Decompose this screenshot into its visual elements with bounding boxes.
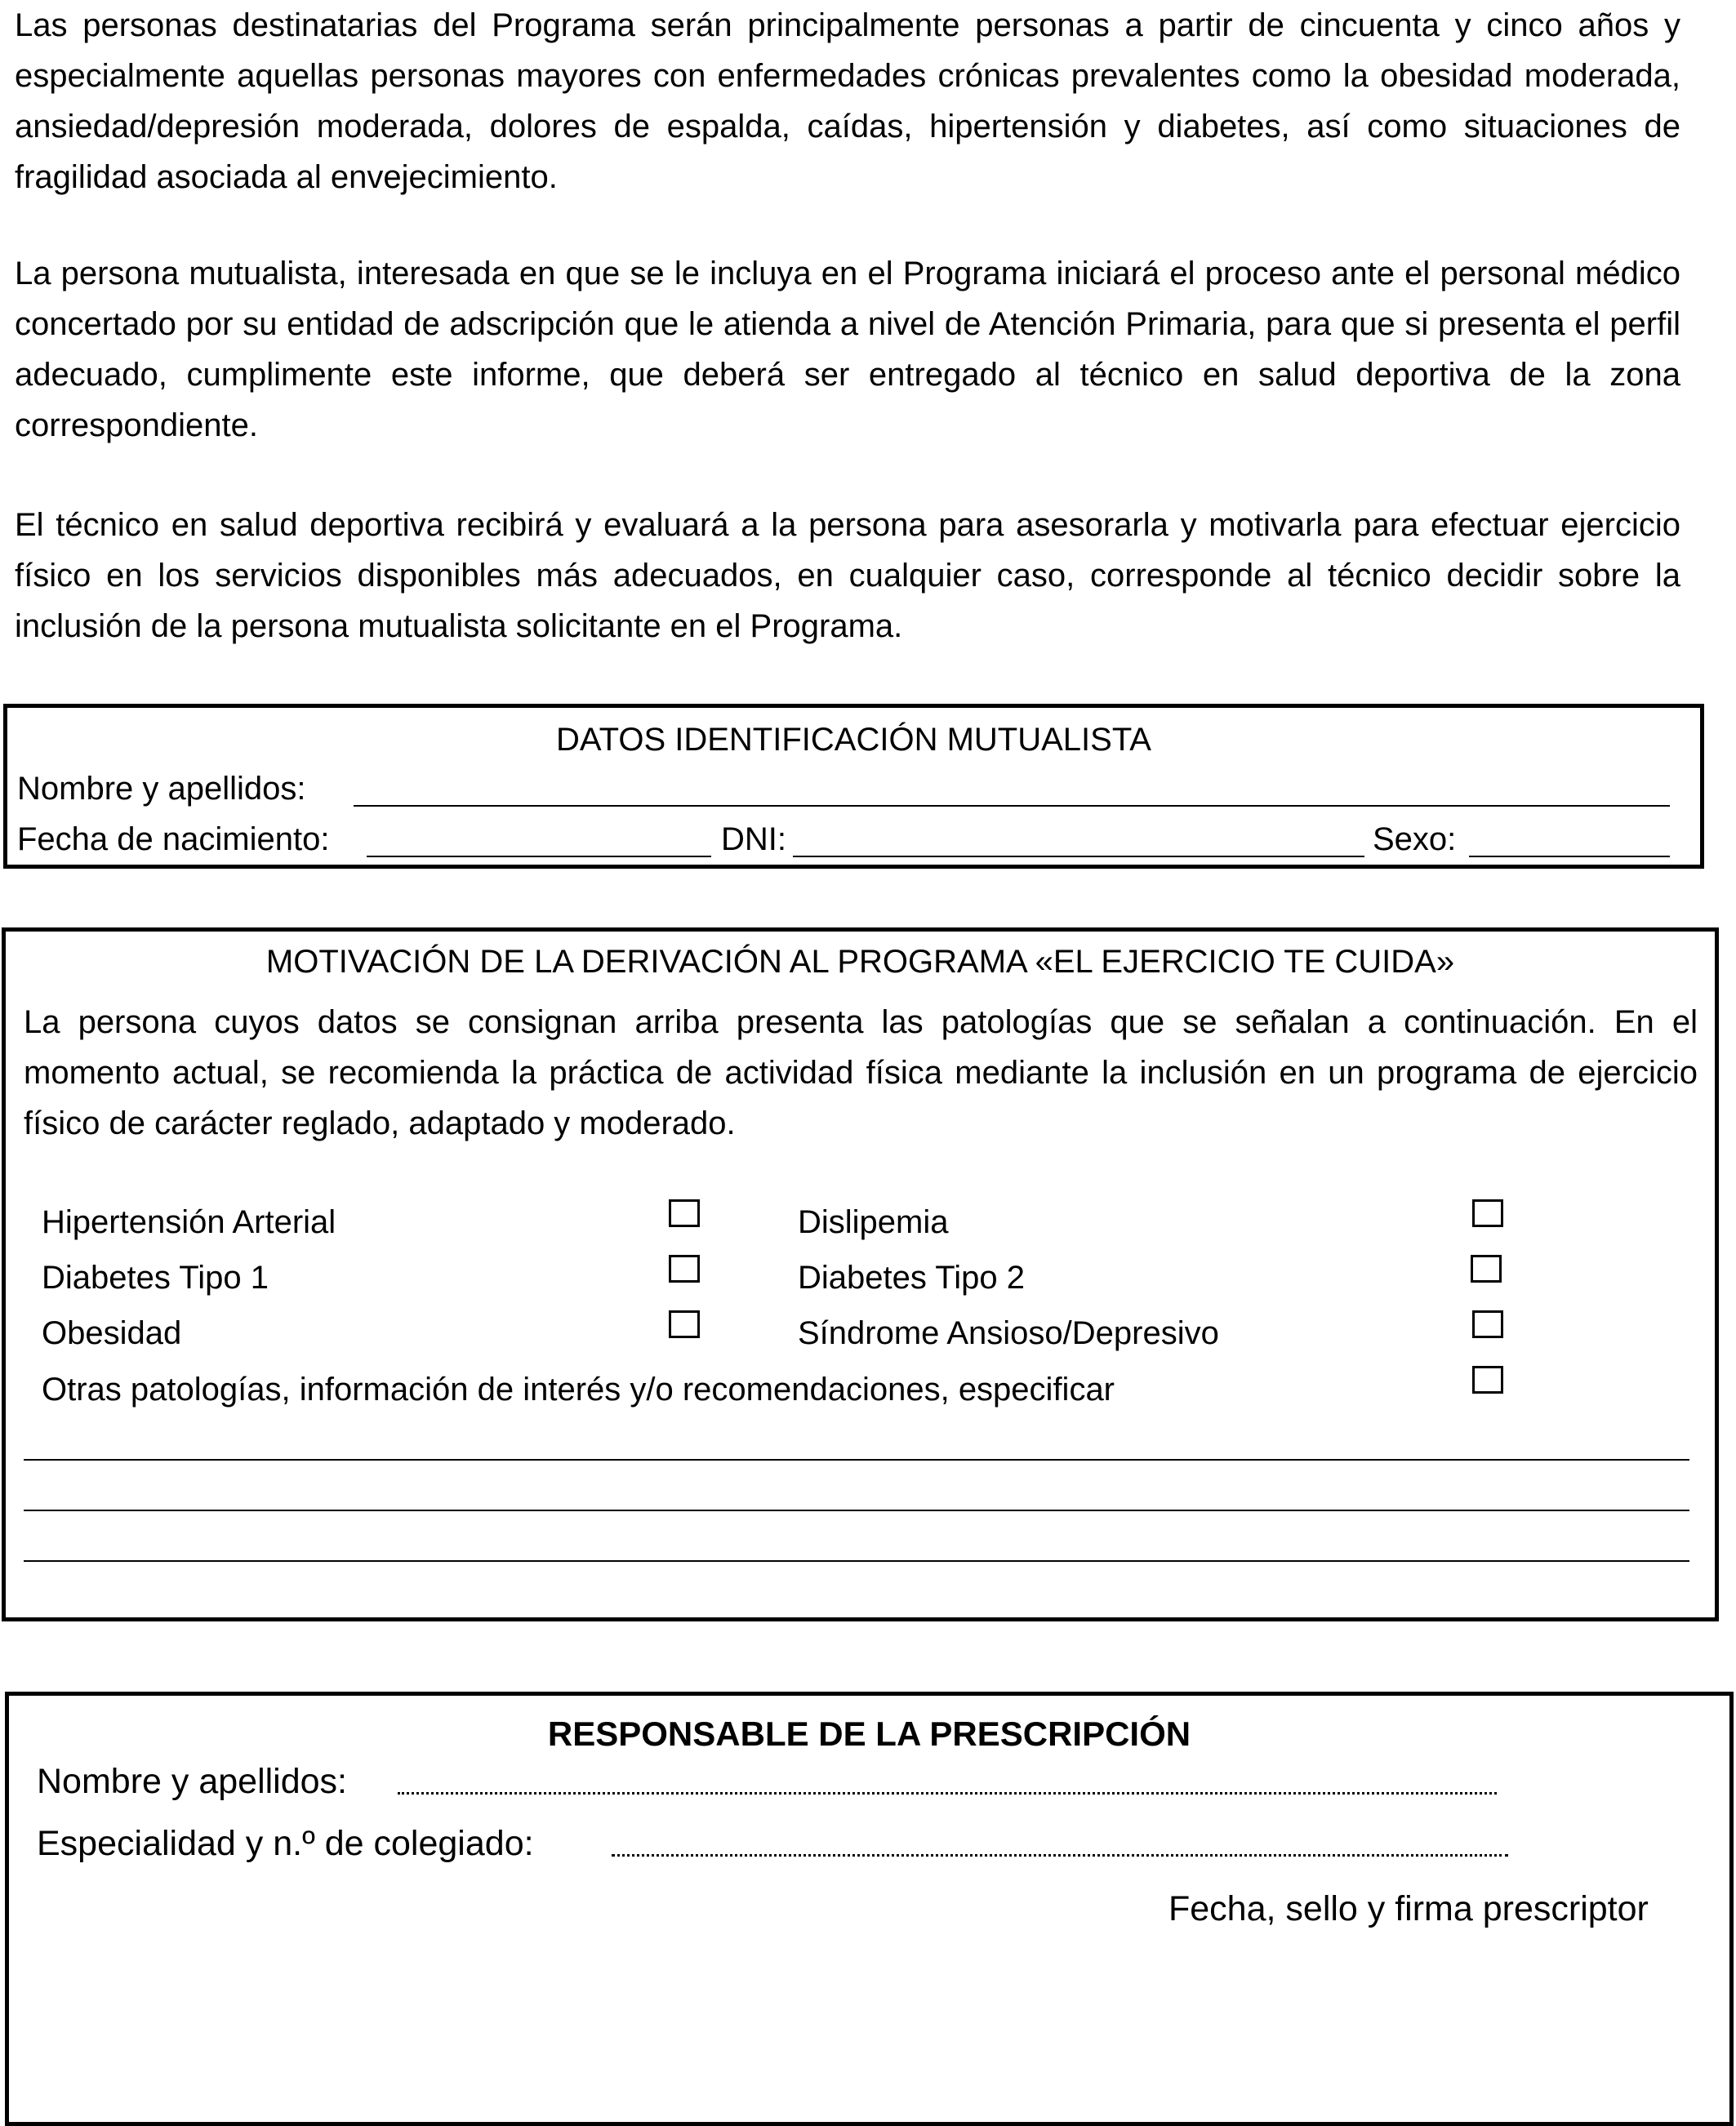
other-conditions-line-3[interactable] [24,1560,1689,1562]
condition-label-anxiety-depression: Síndrome Ansioso/Depresivo [798,1315,1219,1351]
sex-label: Sexo: [1373,821,1457,857]
specialty-label: Especialidad y n.º de colegiado: [37,1824,534,1863]
identification-title: DATOS IDENTIFICACIÓN MUTUALISTA [556,722,1151,758]
checkbox-other-conditions[interactable] [1472,1366,1503,1394]
checkbox-obesity[interactable] [669,1310,700,1338]
name-field[interactable] [354,805,1670,807]
checkbox-diabetes-2[interactable] [1471,1255,1502,1283]
dni-field[interactable] [793,856,1364,857]
specialty-field[interactable] [612,1854,1508,1857]
other-conditions-line-2[interactable] [24,1510,1689,1511]
sex-field[interactable] [1469,856,1670,857]
condition-label-obesity: Obesidad [42,1315,182,1351]
condition-label-hypertension: Hipertensión Arterial [42,1204,336,1240]
motivation-text: La persona cuyos datos se consignan arriba presenta las patologías que se señalan a continuación. En el momento actual, se recomienda la práctica de actividad física mediante la inclusión en un programa de ejercicio físico de carácter reglado, adaptado y moderado. [24,1004,1698,1141]
birth-date-label: Fecha de nacimiento: [17,821,330,857]
checkbox-anxiety-depression[interactable] [1472,1310,1503,1338]
identification-box [3,704,1704,869]
motivation-title: MOTIVACIÓN DE LA DERIVACIÓN AL PROGRAMA «EL EJERCICIO TE CUIDA» [265,944,1455,980]
motivation-box [2,927,1719,1621]
checkbox-diabetes-1[interactable] [669,1255,700,1283]
dni-label: DNI: [721,821,786,857]
prescriber-name-label: Nombre y apellidos: [37,1762,348,1801]
other-conditions-line-1[interactable] [24,1459,1689,1461]
signature-label: Fecha, sello y firma prescriptor [1168,1889,1649,1928]
intro-paragraph-2: La persona mutualista, interesada en que se le incluya en el Programa iniciará el proceso ante el personal médico concertado por su entidad de adscripción que le atienda a nivel de Atención Primaria, para que si presenta el perfil adecuado, cumplimente este informe, que deberá ser entregado al técnico en salud deportiva de la zona correspondiente. [15,256,1680,443]
other-conditions-label: Otras patologías, información de interés y/o recomendaciones, especificar [42,1372,1115,1408]
intro-paragraph-1: Las personas destinatarias del Programa serán principalmente personas a partir de cincuenta y cinco años y especialmente aquellas personas mayores con enfermedades crónicas prevalentes como la obesidad moderada, ansiedad/depresión moderada, dolores de espalda, caídas, hipertensión y diabetes, así como situaciones de fragilidad asociada al envejecimiento. [15,7,1680,195]
birth-date-field[interactable] [367,856,711,857]
intro-paragraph-3: El técnico en salud deportiva recibirá y evaluará a la persona para asesorarla y motivarla para efectuar ejercicio físico en los servicios disponibles más adecuados, en cualquier caso, corresponde al técnico decidir sobre la inclusión de la persona mutualista solicitante en el Programa. [15,507,1680,644]
condition-label-diabetes-2: Diabetes Tipo 2 [798,1260,1025,1296]
condition-label-diabetes-1: Diabetes Tipo 1 [42,1260,269,1296]
prescriber-title: RESPONSABLE DE LA PRESCRIPCIÓN [547,1715,1191,1753]
condition-label-dyslipidemia: Dislipemia [798,1204,949,1240]
checkbox-hypertension[interactable] [669,1199,700,1227]
name-label: Nombre y apellidos: [17,771,306,807]
checkbox-dyslipidemia[interactable] [1472,1199,1503,1227]
prescriber-box [5,1692,1734,2126]
prescriber-name-field[interactable] [398,1792,1497,1795]
